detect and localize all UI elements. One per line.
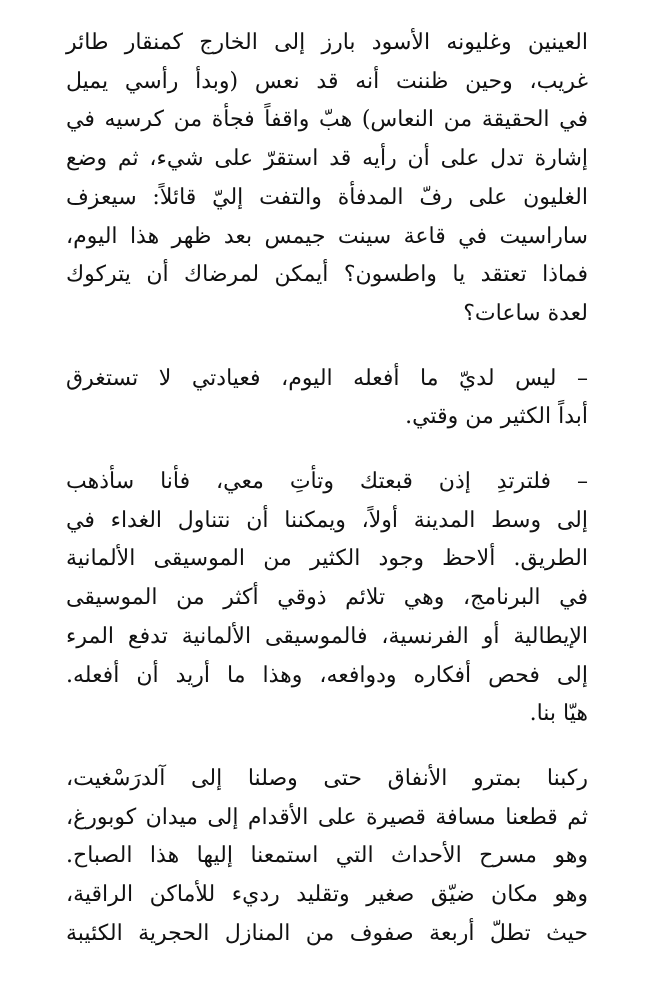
text-line: في الحقيقة من النعاس) هبّ واقفاً فجأة من كرسيه في [66, 107, 588, 133]
paragraph-gap [66, 334, 588, 360]
text-line: الغليون على رفّ المدفأة والتفت إليّ قائلاً: سيعزف [66, 184, 588, 210]
text-line: هيّا بنا. [529, 701, 588, 727]
text-line: – فلترتدِ إذن قبعتك وتأتِ معي، فأنا سأذهب [66, 469, 588, 495]
text-line: ساراسيت في قاعة سينت جيمس بعد ظهر هذا اليوم، [66, 223, 588, 249]
text-line: وهو مسرح الأحداث التي استمعنا إليها هذا الصباح. [66, 843, 588, 869]
paragraph-gap [66, 437, 588, 463]
paragraph-2 [66, 360, 588, 437]
text-line: إلى وسط المدينة أولاً، ويمكننا أن نتناول الغداء في [66, 507, 588, 533]
paragraph-gap [66, 734, 588, 760]
text-line: – ليس لديّ ما أفعله اليوم، فعيادتي لا تستغرق [66, 365, 588, 391]
text-line: في البرنامج، وهي تلائم ذوقي أكثر من الموسيقى [66, 585, 588, 611]
text-line: ركبنا بمترو الأنفاق حتى وصلنا إلى آلدرَسْغيت، [66, 765, 588, 791]
text-line: إلى فحص أفكاره ودوافعه، وهذا ما أريد أن أفعله. [66, 662, 588, 688]
text-line: إشارة تدل على أن رأيه قد استقرّ على شيء، ثم وضع [66, 146, 588, 172]
text-line: لعدة ساعات؟ [463, 300, 588, 326]
paragraph-3 [66, 463, 588, 734]
text-line: الإيطالية أو الفرنسية، فالموسيقى الألمانية تدفع المرء [66, 623, 588, 649]
text-line: ثم قطعنا مسافة قصيرة على الأقدام إلى ميدان كوبورغ، [66, 804, 588, 830]
paragraph-1 [66, 24, 588, 334]
text-line: الطريق. ألاحظ وجود الكثير من الموسيقى الألمانية [66, 546, 588, 572]
paragraph-4 [66, 760, 588, 954]
book-page [66, 24, 588, 953]
text-line: فماذا تعتقد يا واطسون؟ أيمكن لمرضاك أن يتركوك [66, 262, 588, 288]
text-line: حيث تطلّ أربعة صفوف من المنازل الحجرية الكئيبة [66, 920, 588, 946]
text-line: العينين وغليونه الأسود بارز إلى الخارج كمنقار طائر [66, 30, 588, 55]
text-line: غريب، وحين ظننت أنه قد نعس (وبدأ رأسي يميل [66, 68, 588, 94]
text-line: أبداً الكثير من وقتي. [405, 404, 588, 430]
text-line: وهو مكان ضيّق صغير وتقليد رديء للأماكن الراقية، [66, 882, 588, 908]
